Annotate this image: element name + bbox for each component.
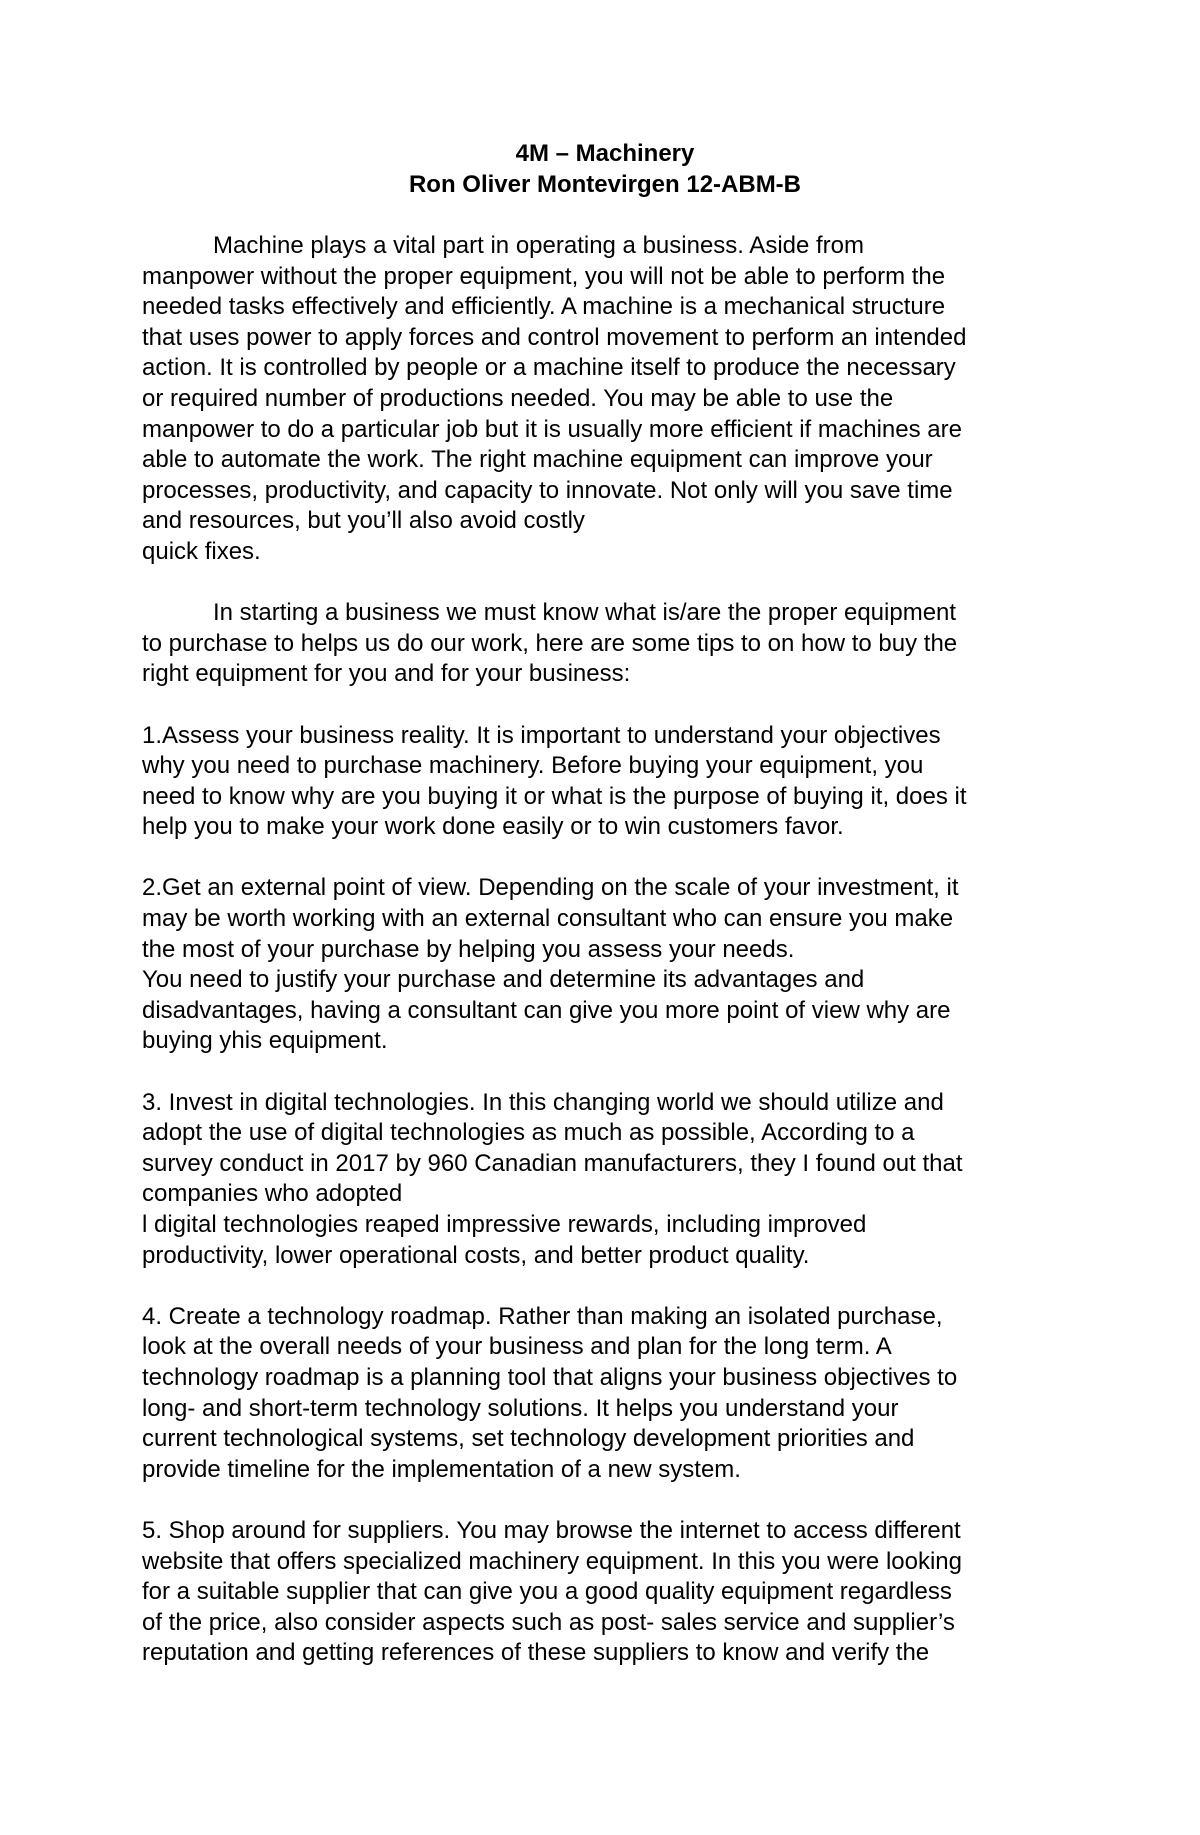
spacer [142, 200, 1068, 231]
text-line: why you need to purchase machinery. Before buying your equipment, you [142, 752, 924, 780]
paragraph-starting [142, 598, 1068, 690]
text-line: reputation and getting references of these suppliers to know and verify the [142, 1639, 930, 1667]
text-line: Machine plays a vital part in operating a business. Aside from [213, 232, 865, 259]
paragraph-spacer [142, 690, 1068, 721]
text-line: 5. Shop around for suppliers. You may browse the internet to access different [142, 1516, 961, 1544]
text-line: for a suitable supplier that can give you a good quality equipment regardless [142, 1578, 952, 1606]
text-line: provide timeline for the implementation of a new system. [142, 1455, 741, 1483]
paragraph-tip-1 [142, 721, 1068, 843]
paragraph-spacer [142, 1057, 1068, 1088]
author-line: Ron Oliver Montevirgen 12-ABM-B [408, 171, 802, 198]
text-line: In starting a business we must know what is/are the proper equipment [213, 599, 957, 627]
text-line: of the price, also consider aspects such as post- sales service and supplier’s [142, 1608, 955, 1636]
text-line: needed tasks effectively and efficiently. A machine is a mechanical structure [142, 293, 946, 321]
text-line: survey conduct in 2017 by 960 Canadian manufacturers, they I found out that [142, 1149, 963, 1177]
text-line: help you to make your work done easily or to win customers favor. [142, 813, 844, 841]
document-content [142, 138, 1068, 1669]
paragraph-tip-4 [142, 1302, 1068, 1486]
text-line: technology roadmap is a planning tool that aligns your business objectives to [142, 1363, 958, 1391]
text-line: able to automate the work. The right machine equipment can improve your [142, 446, 933, 474]
paragraph-spacer [142, 1485, 1068, 1516]
text-line: 1.Assess your business reality. It is important to understand your objectives [142, 721, 941, 749]
text-line: action. It is controlled by people or a machine itself to produce the necessary [142, 354, 956, 382]
text-line: l digital technologies reaped impressive rewards, including improved [142, 1211, 867, 1238]
paragraph-list [142, 231, 1068, 1669]
text-line: to purchase to helps us do our work, here are some tips to on how to buy the [142, 629, 958, 657]
text-line: or required number of productions needed. You may be able to use the [142, 384, 894, 412]
text-line: the most of your purchase by helping you assess your needs. [142, 935, 795, 963]
text-line: buying yhis equipment. [142, 1027, 388, 1055]
text-line: current technological systems, set technology development priorities and [142, 1425, 915, 1453]
text-line: long- and short-term technology solutions. It helps you understand your [142, 1394, 899, 1422]
paragraph-spacer [142, 1271, 1068, 1302]
text-line: companies who adopted [142, 1180, 403, 1208]
paragraph-intro [142, 231, 1068, 568]
text-line: adopt the use of digital technologies as much as possible, According to a [142, 1119, 915, 1147]
text-line: manpower without the proper equipment, you will not be able to perform the [142, 262, 946, 290]
text-line: website that offers specialized machinery equipment. In this you were looking [142, 1547, 962, 1575]
text-line: You need to justify your purchase and determine its advantages and [142, 966, 865, 994]
text-line: quick fixes. [142, 537, 261, 565]
text-line: manpower to do a particular job but it is usually more efficient if machines are [142, 415, 962, 443]
text-line: that uses power to apply forces and control movement to perform an intended [142, 323, 967, 351]
text-line: productivity, lower operational costs, and better product quality. [142, 1241, 810, 1269]
paragraph-spacer [142, 843, 1068, 874]
text-line: need to know why are you buying it or what is the purpose of buying it, does it [142, 782, 967, 810]
paragraph-tip-5 [142, 1516, 1068, 1669]
text-line: 2.Get an external point of view. Depending on the scale of your investment, it [142, 874, 959, 902]
text-line: disadvantages, having a consultant can give you more point of view why are [142, 996, 951, 1024]
paragraph-tip-2 [142, 873, 1068, 1057]
paragraph-tip-3 [142, 1088, 1068, 1272]
text-line: 4. Create a technology roadmap. Rather than making an isolated purchase, [142, 1302, 943, 1330]
text-line: right equipment for you and for your business: [142, 660, 631, 688]
text-line: and resources, but you’ll also avoid costly [142, 507, 585, 535]
text-line: processes, productivity, and capacity to innovate. Not only will you save time [142, 476, 953, 504]
text-line: may be worth working with an external consultant who can ensure you make [142, 905, 954, 933]
document-title: 4M – Machinery [515, 140, 695, 167]
paragraph-spacer [142, 568, 1068, 599]
text-line: 3. Invest in digital technologies. In this changing world we should utilize and [142, 1088, 944, 1116]
text-line: look at the overall needs of your business and plan for the long term. A [142, 1333, 892, 1361]
